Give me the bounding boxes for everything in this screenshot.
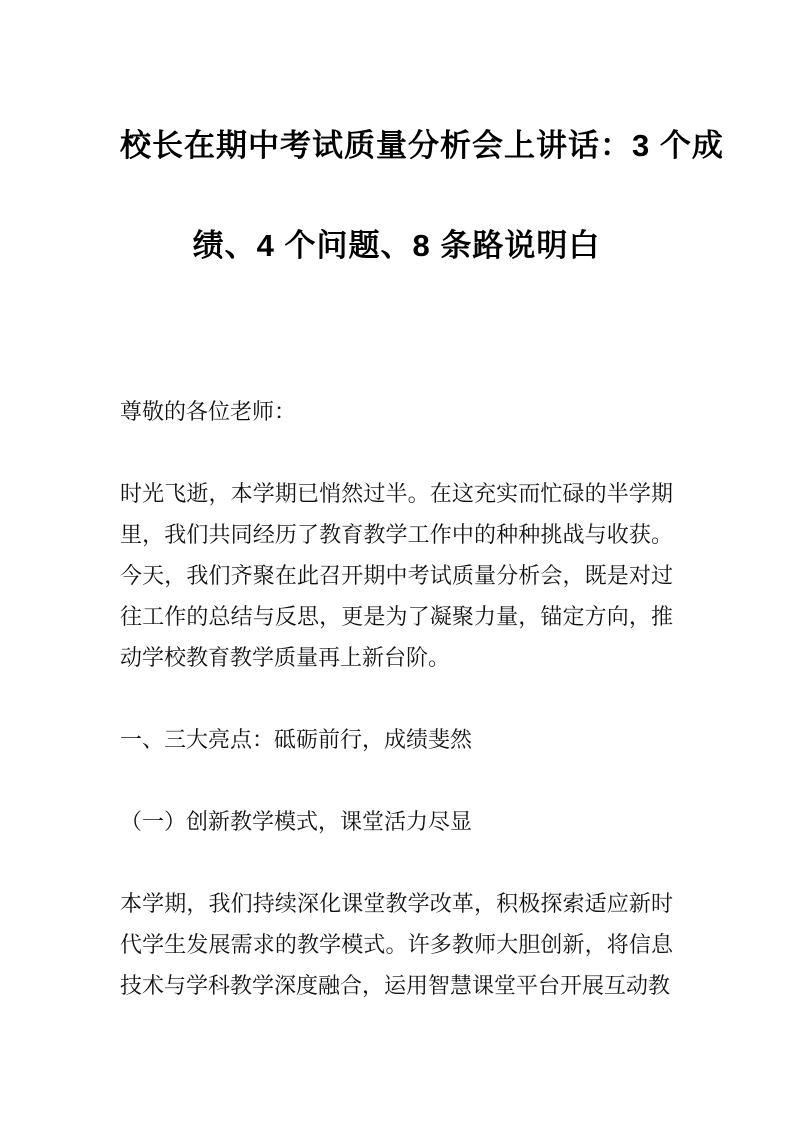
intro-paragraph: 时光飞逝，本学期已悄然过半。在这充实而忙碌的半学期里，我们共同经历了教育教学工作中的种种挑战与收获。今天，我们齐聚在此召开期中考试质量分析会，既是对过往工作的总结与反思，更是为了凝聚力量，锚定方向，推动学校教育教学质量再上新台阶。 bbox=[120, 481, 673, 670]
document-title-line-2: 绩、4 个问题、8 条路说明白 bbox=[192, 228, 601, 263]
teaching-model-paragraph: 本学期，我们持续深化课堂教学改革，积极探索适应新时代学生发展需求的教学模式。许多教师大胆创新，将信息技术与学科教学深度融合，运用智慧课堂平台开展互动教 bbox=[120, 891, 673, 998]
document-title bbox=[120, 96, 724, 296]
section-heading-highlights: 一、三大亮点：砥砺前行，成绩斐然 bbox=[120, 727, 473, 752]
subsection-heading-teaching-model: （一）创新教学模式，课堂活力尽显 bbox=[120, 809, 473, 834]
salutation-line: 尊敬的各位老师： bbox=[120, 399, 297, 424]
document-title-line-1: 校长在期中考试质量分析会上讲话：3 个成 bbox=[120, 128, 724, 163]
